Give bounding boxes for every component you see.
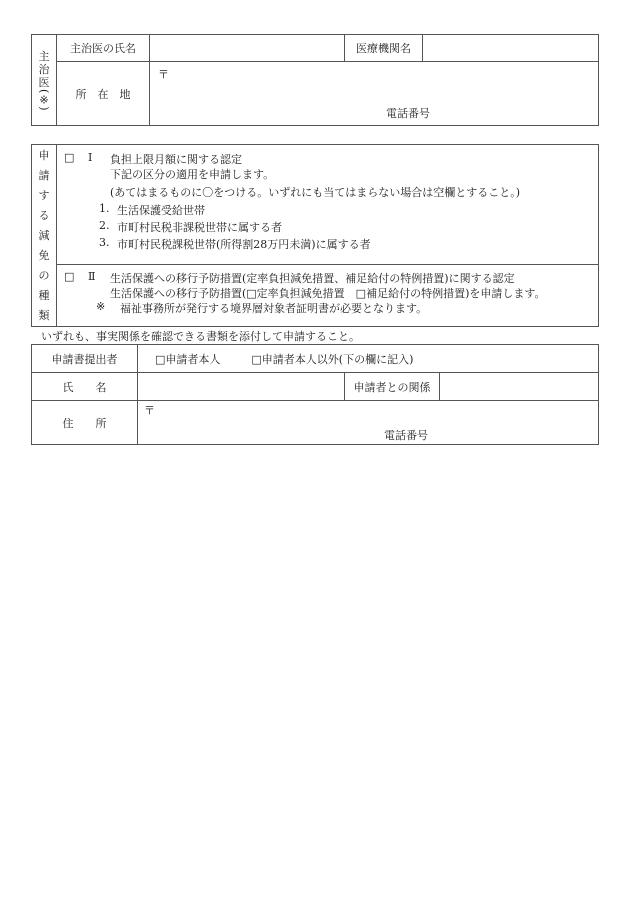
section2-lead: 生活保護への移行予防措置(□定率負担減免措置 □補足給付の特例措置)を申請します。 — [110, 287, 546, 300]
submitter-option-self[interactable]: □申請者本人 — [155, 352, 221, 366]
applicant-address-field[interactable] — [138, 401, 599, 445]
section2-numeral: Ⅱ — [88, 270, 96, 283]
submitter-option-other[interactable]: □申請者本人以外(下の欄に記入) — [251, 352, 414, 366]
section2-title: 生活保護への移行予防措置(定率負担減免措置、補足給付の特例措置)に関する認定 — [110, 272, 515, 285]
doctor-phone-label: 電話番号 — [386, 107, 430, 120]
applicant-name-field[interactable] — [138, 373, 345, 401]
relation-label: 申請者との関係 — [345, 373, 440, 401]
submitter-label: 申請書提出者 — [32, 345, 138, 373]
section1-item-2[interactable]: 市町村民税非課税世帯に属する者 — [117, 221, 282, 234]
applicant-table — [31, 344, 599, 445]
relation-field[interactable] — [440, 373, 599, 401]
section2-checkbox[interactable]: □ — [64, 270, 75, 283]
reduction-label-char-4: 減 — [38, 228, 50, 242]
doctor-vertical-label — [32, 35, 57, 126]
reduction-vertical-label — [32, 145, 57, 327]
reduction-label-char-2: す — [38, 188, 50, 202]
section-1 — [57, 145, 599, 265]
section1-item-2-num: 2. — [99, 219, 110, 232]
doctor-name-field[interactable] — [150, 35, 345, 62]
section1-lead: 下記の区分の適用を申請します。 — [110, 168, 275, 181]
doctor-label-char-2: 医 — [38, 75, 50, 89]
doctor-name-label: 主治医の氏名 — [57, 35, 150, 62]
doctor-label-mark: (※) — [37, 88, 51, 111]
reduction-type-table — [31, 144, 599, 327]
section2-note-mark: ※ — [96, 300, 106, 313]
section1-item-3-num: 3. — [99, 236, 110, 249]
doctor-location-field[interactable] — [150, 62, 599, 126]
applicant-address-label: 住 所 — [32, 401, 138, 445]
submitter-options — [138, 345, 599, 373]
applicant-phone-label: 電話番号 — [384, 429, 428, 442]
doctor-table — [31, 34, 599, 126]
reduction-label-char-7: 種 — [38, 288, 50, 302]
institution-field[interactable] — [423, 35, 599, 62]
section2-note: 福祉事務所が発行する境界層対象者証明書が必要となります。 — [120, 302, 428, 315]
section1-note: (あてはまるものに〇をつける。いずれにも当てはまらない場合は空欄とすること。) — [110, 186, 521, 199]
section1-numeral: Ⅰ — [88, 151, 93, 164]
applicant-name-label: 氏 名 — [32, 373, 138, 401]
reduction-label-char-5: 免 — [38, 248, 50, 262]
reduction-label-char-0: 申 — [38, 148, 50, 162]
section1-item-1-num: 1. — [99, 202, 110, 215]
reduction-label-char-6: の — [38, 268, 50, 282]
doctor-location-label: 所 在 地 — [57, 62, 150, 126]
section1-title: 負担上限月額に関する認定 — [110, 153, 242, 166]
section1-item-1[interactable]: 生活保護受給世帯 — [117, 204, 205, 217]
institution-label: 医療機関名 — [345, 35, 423, 62]
section1-item-3[interactable]: 市町村民税課税世帯(所得割28万円未満)に属する者 — [117, 238, 371, 251]
section1-checkbox[interactable]: □ — [64, 151, 75, 164]
reduction-label-char-3: る — [38, 208, 50, 222]
doctor-label-char-0: 主 — [38, 49, 50, 63]
postal-mark-icon: 〒 — [144, 404, 155, 417]
attachment-note: いずれも、事実関係を確認できる書類を添付して申請すること。 — [41, 330, 360, 343]
doctor-label-char-1: 治 — [38, 62, 50, 76]
reduction-label-char-8: 類 — [38, 308, 50, 322]
postal-mark-icon: 〒 — [158, 68, 169, 81]
section-2 — [57, 265, 599, 327]
reduction-label-char-1: 請 — [38, 168, 50, 182]
